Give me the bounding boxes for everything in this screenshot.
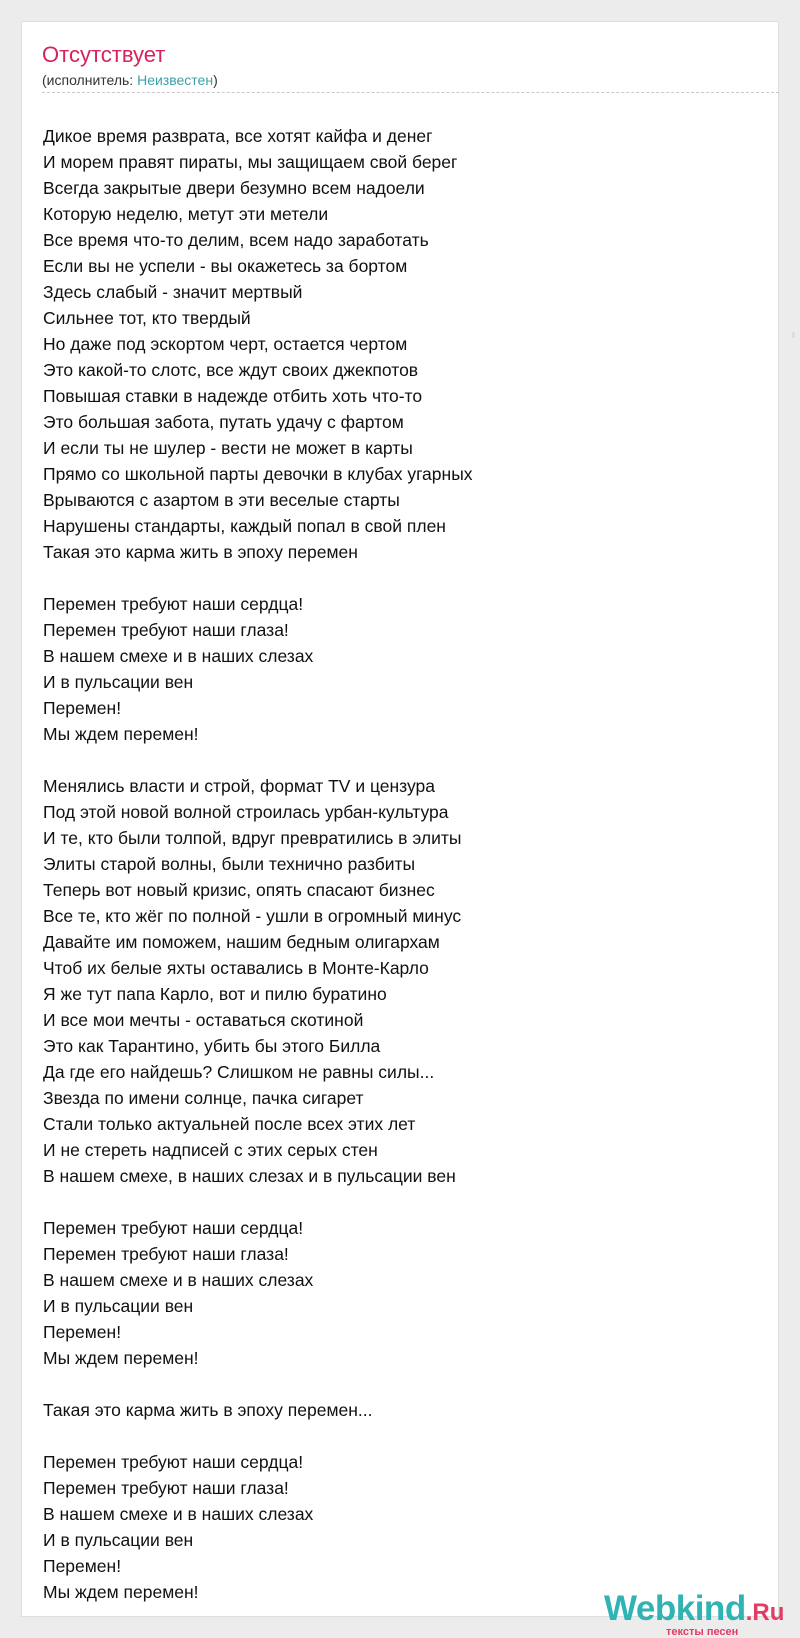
lyric-line: В нашем смехе и в наших слезах	[43, 646, 314, 666]
scroll-indicator	[792, 332, 795, 338]
lyric-line: Если вы не успели - вы окажетесь за бортом	[43, 256, 408, 276]
lyric-line: В нашем смехе и в наших слезах	[43, 1504, 314, 1524]
lyric-line: Это как Тарантино, убить бы этого Билла	[43, 1036, 381, 1056]
lyric-line: Такая это карма жить в эпоху перемен	[43, 542, 358, 562]
lyric-line: В нашем смехе, в наших слезах и в пульсации вен	[43, 1166, 456, 1186]
lyric-line: И все мои мечты - оставаться скотиной	[43, 1010, 364, 1030]
lyric-line: Сильнее тот, кто твердый	[43, 308, 251, 328]
lyric-line: Это какой-то слотс, все ждут своих джекпотов	[43, 360, 419, 380]
lyric-line: Повышая ставки в надежде отбить хоть что-то	[43, 386, 423, 406]
lyric-line: Все время что-то делим, всем надо заработать	[43, 230, 429, 250]
lyric-line: Перемен требуют наши глаза!	[43, 1478, 289, 1498]
lyric-line: Но даже под эскортом черт, остается чертом	[43, 334, 408, 354]
webkind-logo[interactable]	[604, 1589, 785, 1638]
lyric-line: В нашем смехе и в наших слезах	[43, 1270, 314, 1290]
lyric-line: Мы ждем перемен!	[43, 724, 199, 744]
logo-word: Webkind	[604, 1589, 746, 1628]
stanza-break	[43, 1423, 473, 1449]
lyric-line: И не стереть надписей с этих серых стен	[43, 1140, 378, 1160]
header-divider	[42, 92, 779, 93]
lyric-line: Прямо со школьной парты девочки в клубах угарных	[43, 464, 473, 484]
lyric-line: Дикое время разврата, все хотят кайфа и денег	[43, 126, 433, 146]
lyric-line: Перемен требуют наши сердца!	[43, 594, 304, 614]
lyric-line: Перемен требуют наши глаза!	[43, 620, 289, 640]
lyric-line: Перемен требуют наши сердца!	[43, 1218, 304, 1238]
lyric-line: И в пульсации вен	[43, 1296, 194, 1316]
lyric-line: Всегда закрытые двери безумно всем надоели	[43, 178, 425, 198]
lyric-line: Мы ждем перемен!	[43, 1348, 199, 1368]
lyric-line: Элиты старой волны, были технично разбиты	[43, 854, 416, 874]
lyric-line: Это большая забота, путать удачу с фартом	[43, 412, 404, 432]
lyric-line: Стали только актуальней после всех этих лет	[43, 1114, 416, 1134]
lyric-line: Теперь вот новый кризис, опять спасают бизнес	[43, 880, 435, 900]
artist-prefix: (исполнитель:	[42, 72, 138, 88]
lyric-line: И те, кто были толпой, вдруг превратились в элиты	[43, 828, 462, 848]
lyrics-card	[21, 21, 785, 1638]
lyric-line: Перемен!	[43, 1322, 122, 1342]
stanza-break	[43, 565, 473, 591]
lyric-line: Нарушены стандарты, каждый попал в свой плен	[43, 516, 446, 536]
artist-suffix: )	[213, 72, 218, 88]
lyric-line: Перемен требуют наши глаза!	[43, 1244, 289, 1264]
logo-suffix: .Ru	[745, 1599, 785, 1626]
song-title: Отсутствует	[42, 42, 166, 67]
stanza-break	[43, 1189, 473, 1215]
lyric-line: Здесь слабый - значит мертвый	[43, 282, 303, 302]
lyric-line: Все те, кто жёг по полной - ушли в огромный минус	[43, 906, 462, 926]
stanza-break	[43, 747, 473, 773]
lyric-line: Такая это карма жить в эпоху перемен...	[43, 1400, 373, 1420]
lyric-line: Перемен!	[43, 1556, 122, 1576]
lyrics-text	[43, 123, 473, 1605]
lyric-line: Врываются с азартом в эти веселые старты	[43, 490, 400, 510]
lyric-line: Перемен требуют наши сердца!	[43, 1452, 304, 1472]
lyric-line: Которую неделю, метут эти метели	[43, 204, 329, 224]
artist-line	[42, 71, 779, 89]
lyric-line: Под этой новой волной строилась урбан-культура	[43, 802, 449, 822]
lyric-line: Давайте им поможем, нашим бедным олигархам	[43, 932, 440, 952]
artist-link[interactable]: Неизвестен	[137, 72, 214, 88]
lyric-line: Я же тут папа Карло, вот и пилю буратино	[43, 984, 387, 1004]
lyric-line: Менялись власти и строй, формат TV и цензура	[43, 776, 436, 796]
logo-tagline: тексты песен	[666, 1626, 739, 1638]
stanza-break	[43, 1371, 473, 1397]
lyric-line: Перемен!	[43, 698, 122, 718]
lyric-line: Да где его найдешь? Слишком не равны силы...	[43, 1062, 435, 1082]
lyric-line: Мы ждем перемен!	[43, 1582, 199, 1602]
lyric-line: И в пульсации вен	[43, 1530, 194, 1550]
lyric-line: Чтоб их белые яхты оставались в Монте-Карло	[43, 958, 429, 978]
lyric-line: Звезда по имени солнце, пачка сигарет	[43, 1088, 364, 1108]
lyric-line: И если ты не шулер - вести не может в карты	[43, 438, 413, 458]
lyric-line: И морем правят пираты, мы защищаем свой берег	[43, 152, 458, 172]
lyric-line: И в пульсации вен	[43, 672, 194, 692]
